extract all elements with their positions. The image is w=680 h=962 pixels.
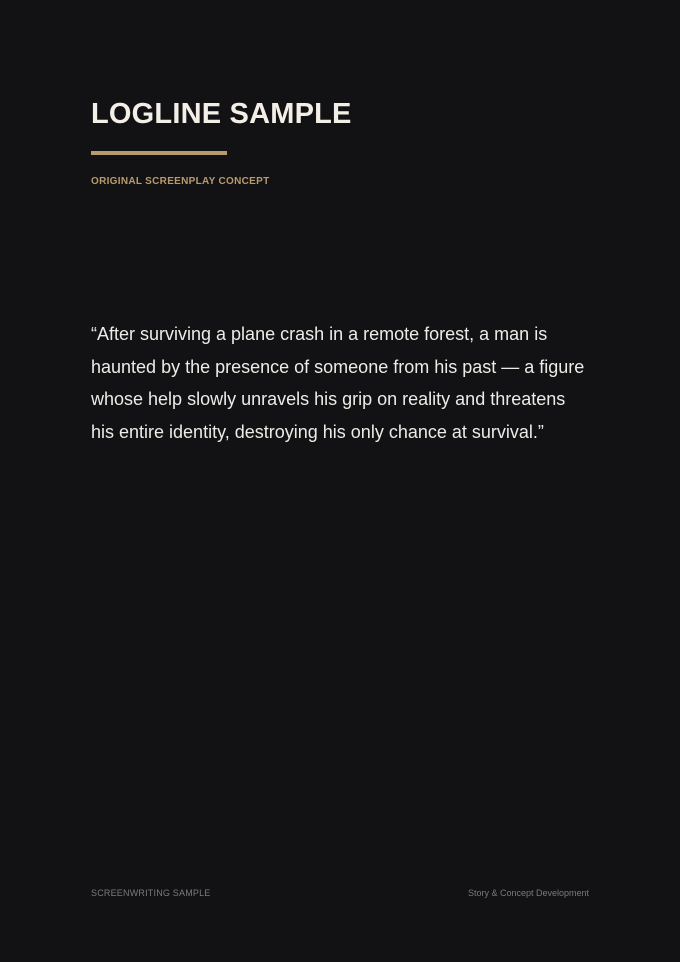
footer-right-label: Story & Concept Development — [467, 888, 589, 898]
logline-text: “After surviving a plane crash in a remote forest, a man is haunted by the presence of someone from his past — a figure whose help slowly unravels his grip on reality and threatens his entire identity, destroying his only chance at survival.” — [91, 324, 585, 442]
page-subtitle: ORIGINAL SCREENPLAY CONCEPT — [91, 176, 270, 187]
page-title: LOGLINE SAMPLE — [91, 98, 352, 130]
footer-left-label: SCREENWRITING SAMPLE — [91, 888, 211, 898]
accent-divider — [91, 151, 227, 155]
